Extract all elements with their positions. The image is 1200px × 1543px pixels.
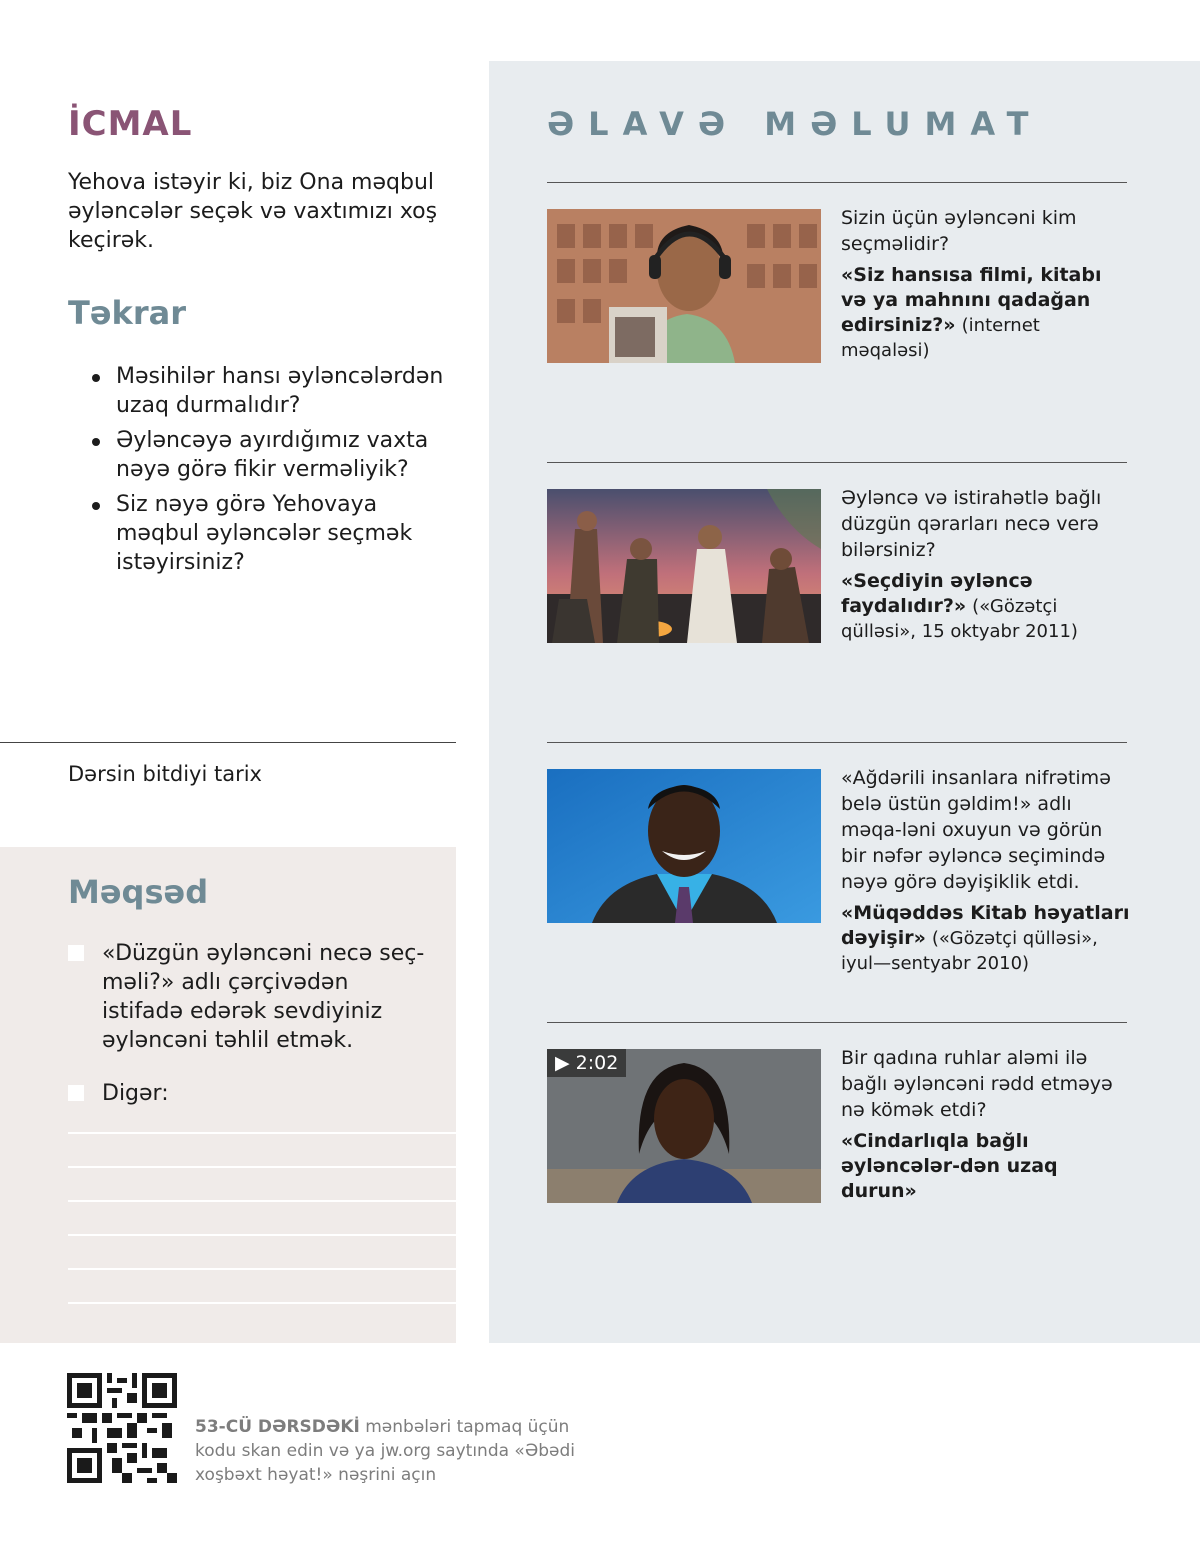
resource-question: Bir qadına ruhlar aləmi ilə bağlı əyləncəni rədd etməyə nə kömək etdi?	[841, 1047, 1113, 1121]
write-line[interactable]	[68, 1200, 456, 1202]
divider	[547, 182, 1127, 183]
photo-campfire-gathering-icon[interactable]	[547, 489, 821, 643]
goal-section	[0, 847, 456, 1343]
write-line[interactable]	[68, 1234, 456, 1236]
checkbox[interactable]	[68, 945, 84, 961]
divider	[547, 742, 1127, 743]
resource-link[interactable]: «Siz hansısa filmi, kitabı və ya mahnını qadağan edirsiniz?»	[841, 264, 1102, 336]
write-line[interactable]	[68, 1302, 456, 1304]
additional-info-panel	[489, 61, 1200, 1343]
additional-title: ƏLAVƏ MƏLUMAT	[547, 105, 1043, 143]
resource-link[interactable]: «Cindarlıqla bağlı əyləncələr-dən uzaq durun»	[841, 1130, 1058, 1202]
video-duration: ▶ 2:02	[547, 1049, 626, 1077]
goal-title: Məqsəd	[68, 873, 209, 911]
goal-item-label: «Düzgün əyləncəni necə seç-məli?» adlı çərçivədən istifadə edərək sevdiyiniz əyləncəni təhlil etmək.	[102, 941, 425, 1053]
review-title: Təkrar	[68, 294, 186, 332]
checkbox[interactable]	[68, 1085, 84, 1101]
bullet-icon	[92, 374, 100, 382]
footer-text: 53-CÜ DƏRSDƏKİ mənbələri tapmaq üçün kodu skan edin və ya jw.org saytında «Əbədi xoşbəxt həyat!» nəşrini açın	[195, 1417, 575, 1485]
resource-link[interactable]: «Seçdiyin əyləncə faydalıdır?»	[841, 570, 1033, 617]
summary-title: İCMAL	[68, 104, 193, 144]
bullet-icon	[92, 438, 100, 446]
divider	[547, 462, 1127, 463]
video-woman-icon[interactable]	[547, 1049, 821, 1203]
footer-lead: 53-CÜ DƏRSDƏKİ	[195, 1417, 360, 1437]
bullet-icon	[92, 502, 100, 510]
photo-teen-headphones-icon[interactable]	[547, 209, 821, 363]
resource-item[interactable]	[547, 209, 1127, 409]
resource-item[interactable]	[547, 767, 1130, 974]
goal-item[interactable]	[68, 939, 428, 1055]
goal-item-label: Digər:	[102, 1081, 169, 1106]
goal-item-other[interactable]	[68, 1079, 428, 1108]
resource-item[interactable]	[547, 489, 1127, 689]
resource-question: Əyləncə və istirahətlə bağlı düzgün qərarları necə verə bilərsiniz?	[841, 487, 1102, 561]
resource-reference: («Gözətçi qülləsi», iyul—sentyabr 2010)	[841, 928, 1098, 974]
resource-item[interactable]	[547, 1049, 1127, 1249]
write-line[interactable]	[68, 1132, 456, 1134]
resource-reference: («Gözətçi qülləsi», 15 oktyabr 2011)	[841, 596, 1078, 642]
resource-reference: (internet məqaləsi)	[841, 315, 1040, 361]
review-list	[90, 362, 450, 583]
resource-question: Sizin üçün əyləncəni kim seçməlidir?	[841, 207, 1077, 255]
resource-question: «Ağdərili insanlara nifrətimə belə üstün gəldim!» adlı məqa-ləni oxuyun və görün bir nəfər əyləncə seçimində nəyə görə dəyişiklik etdi.	[841, 767, 1111, 893]
write-line[interactable]	[68, 1166, 456, 1168]
review-item: Siz nəyə görə Yehovaya məqbul əyləncələr seçmək istəyirsiniz?	[90, 490, 450, 577]
resource-link[interactable]: «Müqəddəs Kitab həyatları dəyişir»	[841, 902, 1130, 949]
lesson-date-label: Dərsin bitdiyi tarix	[68, 762, 262, 786]
photo-smiling-man-icon[interactable]	[547, 769, 821, 923]
divider	[0, 742, 456, 743]
write-line[interactable]	[68, 1268, 456, 1270]
review-item: Məsihilər hansı əyləncələrdən uzaq durmalıdır?	[90, 362, 450, 420]
summary-text: Yehova istəyir ki, biz Ona məqbul əyləncələr seçək və vaxtımızı xoş keçirək.	[68, 170, 438, 253]
review-item: Əyləncəyə ayırdığımız vaxta nəyə görə fikir verməliyik?	[90, 426, 450, 484]
divider	[547, 1022, 1127, 1023]
qr-code-icon[interactable]	[67, 1373, 177, 1483]
